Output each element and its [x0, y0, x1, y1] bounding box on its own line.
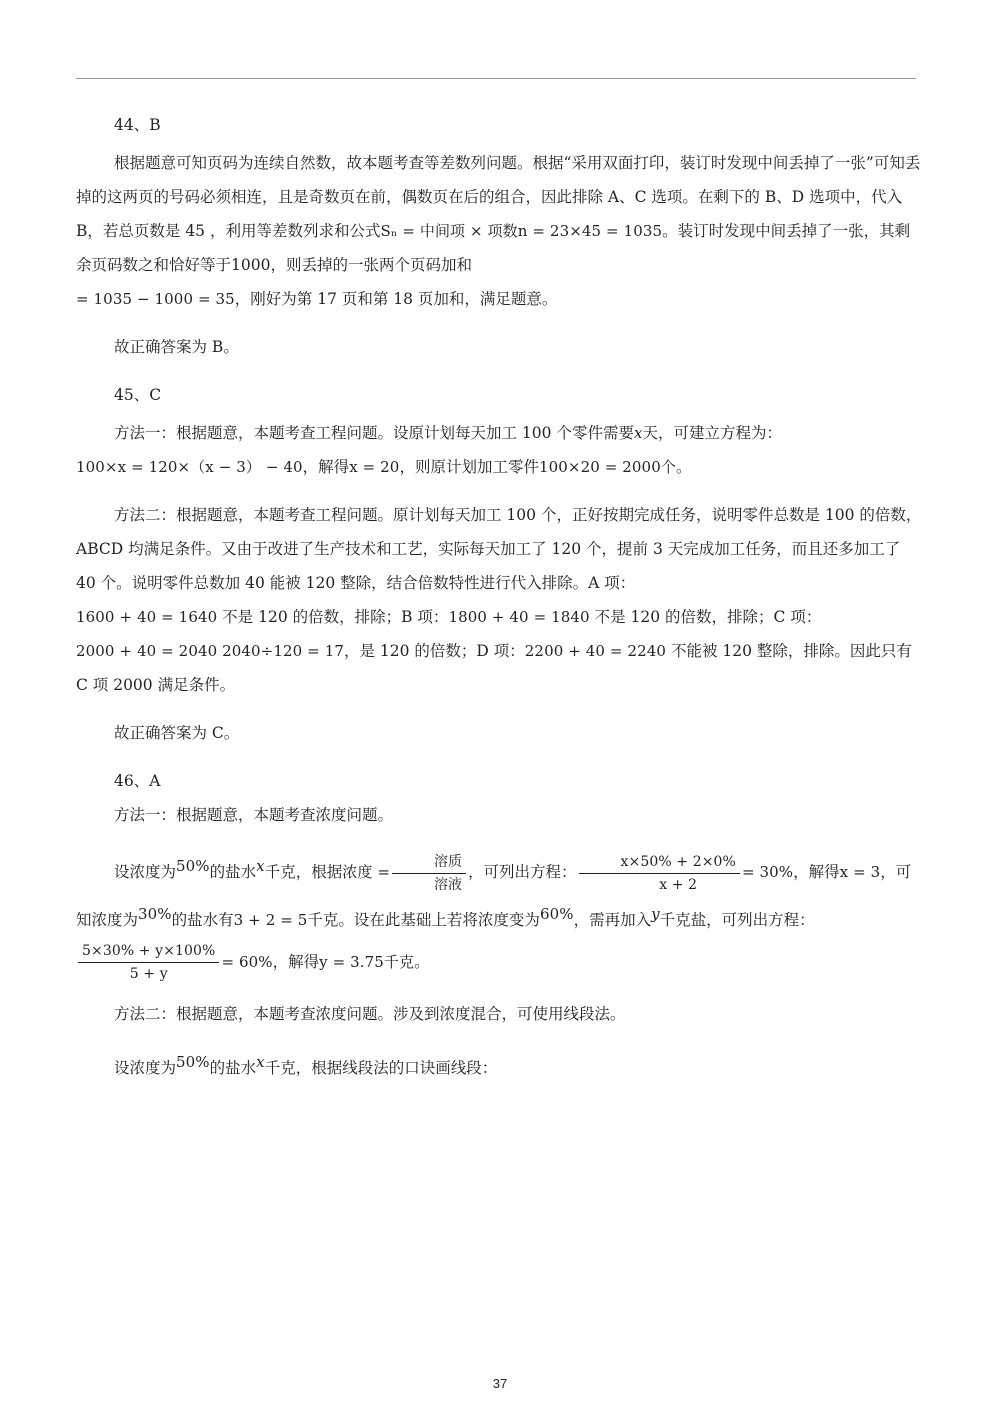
q46-text-9: ，需再加入 [573, 910, 652, 929]
q46-var-x: x [256, 857, 265, 875]
q46-text-11: ，解得 [272, 952, 320, 971]
q46-eq1-rhs: = 30% [741, 863, 794, 882]
question-46-method-2-body [76, 1045, 922, 1085]
q46-text-4: ，可列出方程： [468, 863, 577, 882]
q44-text-2: 。装订时发现中间丢掉了一张，其剩余页码数之和恰好等于1000，则丢掉的一张两个页码加和 [76, 222, 911, 274]
q46-text-12: 。 [414, 952, 430, 971]
q46-sum-5: 3 + 2 = 5 [233, 910, 308, 929]
question-45-answer: 故正确答案为 C。 [114, 724, 240, 742]
document-body [76, 108, 922, 1085]
q45-m2-text-4: ，是 120 的倍数；D 项： [343, 642, 525, 660]
question-46-method-1-body [76, 846, 922, 940]
question-46-method-1-title: 方法一：根据题意，本题考查浓度问题。 [114, 806, 394, 824]
q45-equation: 100×x = 120×（x − 3） − 40 [76, 458, 303, 476]
question-44-explanation [76, 146, 922, 316]
q45-m1-text-5: 。 [675, 458, 692, 476]
q44-formula-diff: = 1035 − 1000 = 35 [76, 290, 235, 308]
q46-solution: 溶液 [434, 876, 462, 893]
q45-m1-text-3: ，解得 [302, 458, 350, 476]
question-46-number: 46、A [114, 772, 161, 790]
q45-option-a-eq: 1600 + 40 = 1640 [76, 608, 218, 626]
q46-m2-text-1: 设浓度为 [114, 1059, 177, 1078]
q46-y-solution: y = 3.75千克 [319, 952, 415, 971]
q46-percent-50: 50% [176, 857, 210, 875]
q46-text-8: 千克。设在此基础上若将浓度变为 [307, 910, 540, 929]
q46-concentration-label: 浓度 = [342, 863, 390, 882]
q46-text-2: 的盐水 [209, 863, 257, 882]
q46-percent-60: 60% [539, 904, 574, 923]
q45-m1-text-4: ，则原计划加工零件 [399, 458, 539, 476]
q44-text-3: ，刚好为第 17 页和第 18 页加和，满足题意。 [234, 290, 558, 308]
q46-x-solution: x = 3 [839, 863, 881, 882]
q46-solute: 溶质 [392, 853, 466, 874]
q45-result: 100×20 = 2000个 [538, 458, 676, 476]
q44-formula-sum: Sₙ = 中间项 × 项数n = 23×45 = 1035 [380, 222, 663, 240]
question-46-equation-2 [76, 942, 922, 984]
q46-text-3: 千克，根据 [264, 863, 343, 882]
q46-text-6: ，可知浓度为 [76, 863, 912, 929]
q45-option-b-eq: 1800 + 40 = 1840 [448, 608, 590, 626]
q46-m2-percent-50: 50% [176, 1053, 210, 1072]
q45-m2-text-5: 不能被 120 整除，排除。因此只有 C 项 2000 满足条件。 [76, 642, 912, 694]
q45-m2-text-1: 方法二：根据题意，本题考查工程问题。原计划每天加工 100 个，正好按期完成任务，说明零件总数是 100 的倍数，ABCD 均满足条件。又由于改进了生产技术和工艺，实际每天加工了 120 个，提前 3 天完成加工任务，而且还多加工了 40 个。说明零件总数加 40 能被 120 整除，结合倍数特性进行代入排除。A 项： [76, 506, 922, 592]
q46-var-y: y [651, 904, 660, 923]
q46-eq2-numerator: 5×30% + y×100% [78, 942, 219, 963]
q45-option-c-eq: 2000 + 40 = 2040 2040÷120 = 17 [76, 642, 344, 660]
question-44-answer: 故正确答案为 B。 [114, 338, 239, 356]
q44-text-1: 根据题意可知页码为连续自然数，故本题考查等差数列问题。根据“采用双面打印，装订时发现中间丢掉了一张”可知丢掉的这两页的号码必须相连，且是奇数页在前，偶数页在后的组合，因此排除 A、C 选项。在剩下的 B、D 选项中，代入 B，若总页数是 45 ，利用等差数列求和公式 [76, 154, 921, 240]
q46-equation-2-fraction [78, 942, 219, 983]
q46-m2-text-2: 的盐水 [209, 1059, 257, 1078]
header-rule [76, 78, 916, 79]
q46-percent-30: 30% [138, 904, 172, 923]
question-45-method-1 [76, 416, 922, 484]
q46-eq2-rhs: = 60% [221, 952, 273, 971]
question-46-method-2: 方法二：根据题意，本题考查浓度问题。涉及到浓度混合，可使用线段法。 [114, 1005, 626, 1024]
q46-equation-1-fraction [579, 853, 740, 894]
q46-m2-text-3: 千克，根据线段法的口诀画线段： [264, 1059, 498, 1078]
q46-text-1: 设浓度为 [114, 863, 177, 882]
page-number: 37 [492, 1376, 508, 1391]
q45-m1-text-1: 方法一：根据题意，本题考查工程问题。设原计划每天加工 100 个零件需要 [114, 424, 634, 442]
q45-solution: x = 20 [349, 458, 400, 476]
q46-eq2-denominator: 5 + y [129, 966, 168, 983]
q45-var-x: x [633, 424, 643, 442]
q46-concentration-fraction [392, 853, 466, 894]
q45-m1-text-2: 天，可建立方程为： [642, 424, 783, 442]
question-45-number: 45、C [114, 386, 162, 404]
q45-m2-text-3: 不是 120 的倍数，排除；C 项： [589, 608, 822, 626]
q46-text-7: 的盐水有 [171, 910, 234, 929]
q46-eq1-denominator: x + 2 [659, 876, 698, 893]
q46-text-5: ，解得 [793, 863, 840, 882]
q46-text-10: 千克盐，可列出方程： [659, 910, 815, 929]
question-44-number: 44、B [114, 116, 161, 134]
q46-m2-var-x: x [256, 1053, 265, 1072]
q45-m2-text-2: 不是 120 的倍数，排除；B 项： [217, 608, 449, 626]
q45-option-d-eq: 2200 + 40 = 2240 [524, 642, 667, 660]
question-45-method-2 [76, 498, 922, 702]
q46-eq1-numerator: x×50% + 2×0% [579, 853, 740, 874]
